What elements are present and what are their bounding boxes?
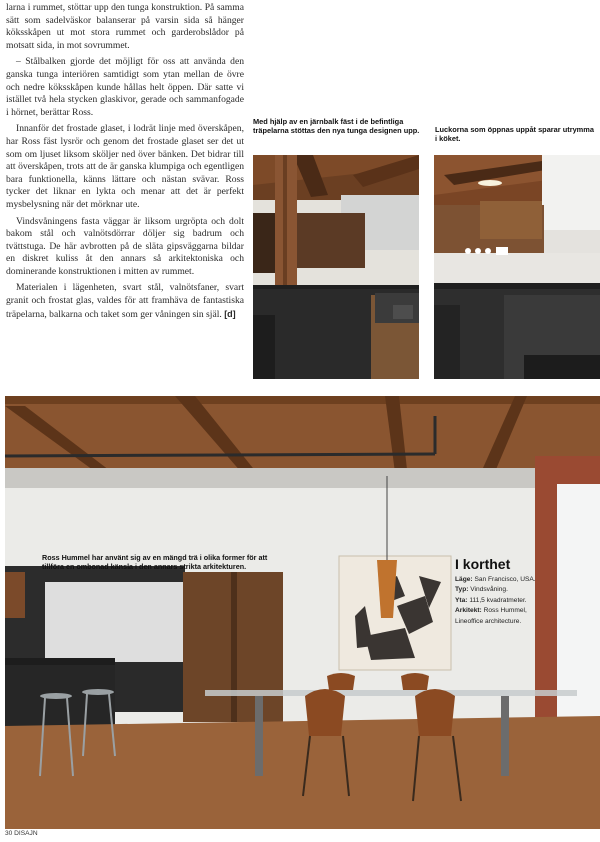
factbox xyxy=(455,556,540,627)
photo2-caption: Luckorna som öppnas uppåt sparar utrymma i köket. xyxy=(435,125,594,144)
factbox-value: Ross Hummel, xyxy=(483,607,527,615)
article-paragraph xyxy=(6,282,244,321)
article-paragraph: Vindsvåningens fasta väggar är liksom urgröpta och dolt bakom stål och valnötsdörrar döljer sig badrum och tvättstuga. De här avbrotten på de släta gipsväggarna bildar en diskret kuliss åt den annars så arkitektoniska och dominerande konstruktionen i mitten av rummet. xyxy=(6,215,244,277)
article-paragraph: Innanför det frostade glaset, i lodrät linje med överskåpen, har Ross fäst lysrör och genom det frostade glaset ser det ut som om ljuset liksom skölјer ned över bänken. Det bidrar till att överskåpen, trots att de är ganska klumpiga och egentligen bara funktionella, känns lättare och nästan svävar. Ross tycker det liknar en lykta och menar att det är perfekt mysbelysning när det mörknar ute. xyxy=(6,123,244,210)
factbox-label: Yta: xyxy=(455,596,468,604)
article-paragraph: – Stålbalken gjorde det möjligt för oss att använda den ganska tunga interiören samtidigt som ytan mellan de övre och nedre köksskåpen kunde hållas helt öppen. Där satte vi istället två hela stycken glaskivor, gerade och sammanfogade i hörnet, berättar Ross. xyxy=(6,56,244,118)
factbox-value: San Francisco, USA. xyxy=(474,576,536,583)
factbox-row xyxy=(455,575,540,585)
photo-kitchen xyxy=(434,155,600,379)
factbox-value: Vindsvåning. xyxy=(470,586,508,594)
factbox-label: Arkitekt: xyxy=(455,607,482,615)
factbox-label: Typ: xyxy=(455,586,469,594)
page-folio: 30 DISAJN xyxy=(5,830,38,837)
photo3-caption: Ross Hummel har använt sig av en mängd trä i olika former för att tillföra en ombonad känsla i den annars strikta arkitekturen. xyxy=(42,553,268,572)
article-paragraph-text: Materialen i lägenheten, svart stål, valnötsfaner, svart granit och frostat glas, valdes för att framhäva de fantastiska träpelarna, balkarna och taket som ger våningen sin själ. xyxy=(6,282,244,320)
factbox-row xyxy=(455,606,540,616)
factbox-label: Läge: xyxy=(455,576,473,583)
factbox-value: Lineoffice architecture. xyxy=(455,617,522,625)
factbox-row xyxy=(455,585,540,595)
factbox-value: 111,5 kvadratmeter. xyxy=(469,596,527,604)
photo-kitchen-column xyxy=(253,155,419,379)
factbox-row xyxy=(455,617,540,627)
photo1-caption: Med hjälp av en järnbalk fäst i de befintliga träpelarna stöttas den nya tunga designen upp. xyxy=(253,117,420,136)
factbox-row xyxy=(455,596,540,606)
factbox-title: I korthet xyxy=(455,556,511,572)
end-mark: [d] xyxy=(224,308,236,319)
article-paragraph: larna i rummet, stöttar upp den tunga konstruktion. På samma sätt som sadelväskor balanserar på varsin sida så hänger köksskåpen ut mot stora rummet och garderobslådor på motsatt sida, in mot sovrummet. xyxy=(6,2,244,51)
article-body xyxy=(6,2,244,325)
